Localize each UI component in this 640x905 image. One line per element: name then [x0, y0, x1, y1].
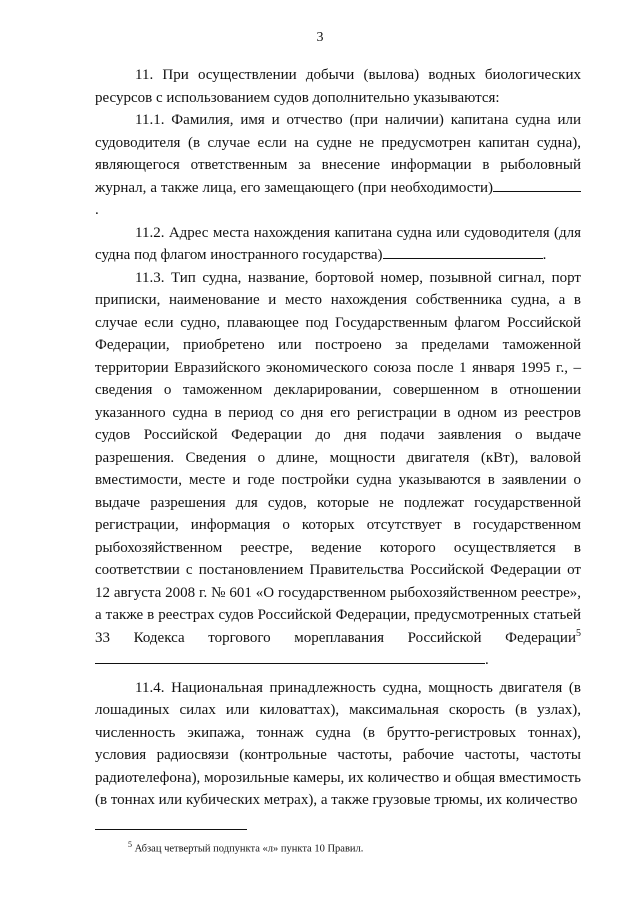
- period: .: [485, 652, 489, 668]
- paragraph-11-2: [95, 222, 581, 267]
- period: .: [95, 202, 99, 218]
- paragraph-11-3: [95, 267, 581, 672]
- footnote: [128, 838, 578, 856]
- footnote-text: Абзац четвертый подпункта «л» пункта 10 Правил.: [134, 843, 364, 855]
- paragraph-11-1: [95, 109, 581, 222]
- fill-in-blank-11-1[interactable]: [493, 177, 581, 192]
- period: .: [542, 247, 547, 263]
- document-body: [95, 64, 581, 812]
- paragraph-11-intro: 11. При осуществлении добычи (вылова) водных биологических ресурсов с использованием судов дополнительно указываются:: [95, 67, 581, 106]
- footnote-marker: 5: [128, 840, 132, 849]
- paragraph-11-4: 11.4. Национальная принадлежность судна, мощность двигателя (в лошадиных силах или киловаттах), максимальная скорость (в узлах), численность экипажа, тоннаж судна (в брутто-регистровых тоннах), условия радиосвязи (контрольные частоты, рабочие частоты, частоты радиотелефона), морозильные камеры, их количество и общая вместимость (в тоннах или кубических метрах), а также грузовые трюмы, их количество: [95, 679, 581, 808]
- fill-in-blank-11-2[interactable]: [383, 244, 543, 259]
- paragraph-11-3-text: 11.3. Тип судна, название, бортовой номер, позывной сигнал, порт приписки, наименование и место нахождения собственника судна, а в случае если судно, плавающее под Государственным флагом Российской Федерации, приобретено или построено за пределами таможенной территории Евразийского экономического союза после 1 января 1995 г., – сведения о таможенном декларировании, совершенном в отношении указанного судна в период со дня его регистрации в одном из реестров судов Российской Федерации до дня подачи заявления о выдаче разрешения. Сведения о длине, мощности двигателя (кВт), валовой вместимости, месте и годе постройки судна указываются в заявлении о выдаче разрешения для судов, которые не подлежат государственной регистрации, информация о которых отсутствует в государственном рыбохозяйственном реестре, ведение которого осуществляется в соответствии с постановлением Правительства Российской Федерации от 12 августа 2008 г. № 601 «О государственном рыбохозяйственном реестре», а также в реестрах судов Российской Федерации, предусмотренных статьей 33 Кодекса торгового мореплавания Российской Федерации: [95, 269, 581, 646]
- paragraph-11-2-text: 11.2. Адрес места нахождения капитана судна или судоводителя (для судна под флагом иностранного государства): [95, 224, 581, 263]
- fill-in-blank-11-3[interactable]: [95, 649, 485, 664]
- page-number: 3: [316, 30, 324, 45]
- paragraph-11-1-text: 11.1. Фамилия, имя и отчество (при наличии) капитана судна или судоводителя (в случае если на судне не предусмотрен капитан судна), являющегося ответственным за внесение информации в рыболовный журнал, а также лица, его замещающего (при необходимости): [95, 112, 581, 196]
- footnote-reference: 5: [576, 627, 581, 639]
- footnote-separator: [95, 829, 247, 830]
